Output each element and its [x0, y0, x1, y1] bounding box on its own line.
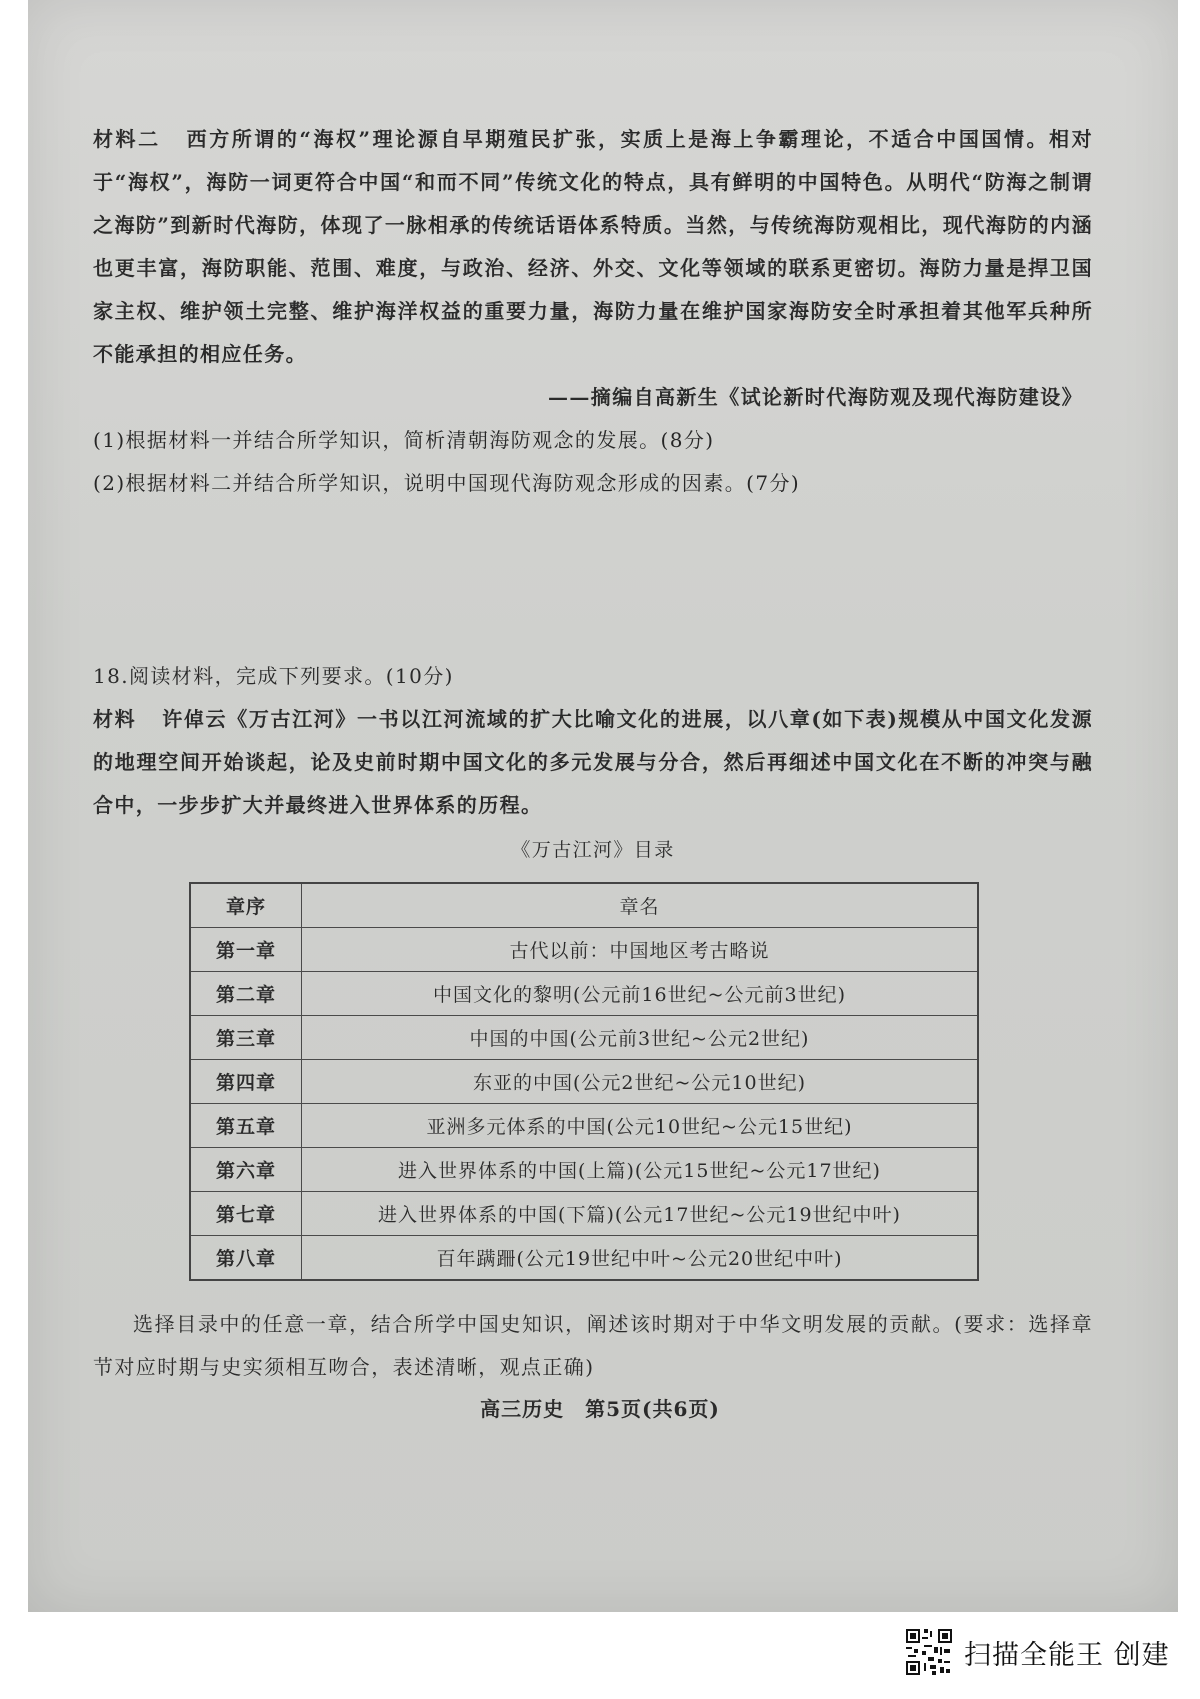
page-content	[93, 118, 1093, 1389]
chapter-no: 第五章	[190, 1104, 302, 1148]
chapter-title: 亚洲多元体系的中国(公元10世纪~公元15世纪)	[302, 1104, 979, 1148]
chapter-title: 中国文化的黎明(公元前16世纪~公元前3世纪)	[302, 972, 979, 1016]
answer-space	[93, 505, 1093, 655]
table-header-chapter-no: 章序	[190, 883, 302, 928]
table-row	[190, 1016, 978, 1060]
chapter-no: 第八章	[190, 1236, 302, 1281]
chapter-title: 古代以前：中国地区考古略说	[302, 928, 979, 972]
chapter-title: 百年蹒跚(公元19世纪中叶~公元20世纪中叶)	[302, 1236, 979, 1281]
q18-material-text: 许倬云《万古江河》一书以江河流域的扩大比喻文化的进展，以八章(如下表)规模从中国文化发源的地理空间开始谈起，论及史前时期中国文化的多元发展与分合，然后再细述中国文化在不断的冲突与融合中，一步步扩大并最终进入世界体系的历程。	[93, 707, 1093, 817]
material-two-source: ——摘编自高新生《试论新时代海防观及现代海防建设》	[548, 385, 1083, 409]
qr-code-icon	[904, 1627, 954, 1677]
table-header-row	[190, 883, 978, 928]
chapter-title: 进入世界体系的中国(上篇)(公元15世纪~公元17世纪)	[302, 1148, 979, 1192]
q17-sub1: (1)根据材料一并结合所学知识，简析清朝海防观念的发展。(8分)	[93, 428, 715, 452]
camscanner-watermark	[904, 1627, 1170, 1677]
chapter-no: 第一章	[190, 928, 302, 972]
watermark-text: 扫描全能王 创建	[964, 1639, 1170, 1671]
contents-table	[189, 882, 979, 1281]
chapter-title: 东亚的中国(公元2世纪~公元10世纪)	[302, 1060, 979, 1104]
chapter-title: 中国的中国(公元前3世纪~公元2世纪)	[302, 1016, 979, 1060]
table-row	[190, 1060, 978, 1104]
table-row	[190, 1236, 978, 1281]
q17-sub2: (2)根据材料二并结合所学知识，说明中国现代海防观念形成的因素。(7分)	[93, 471, 801, 495]
q18-material-label: 材料	[93, 707, 137, 731]
table-header-chapter-title: 章名	[302, 883, 979, 928]
chapter-no: 第二章	[190, 972, 302, 1016]
table-row	[190, 1104, 978, 1148]
table-caption: 《万古江河》目录	[511, 839, 675, 861]
q18-material-paragraph	[93, 698, 1093, 827]
chapter-no: 第七章	[190, 1192, 302, 1236]
table-row	[190, 1148, 978, 1192]
material-two-text: 西方所谓的“海权”理论源自早期殖民扩张，实质上是海上争霸理论，不适合中国国情。相对于“海权”，海防一词更符合中国“和而不同”传统文化的特点，具有鲜明的中国特色。从明代“防海之制谓之海防”到新时代海防，体现了一脉相承的传统话语体系特质。当然，与传统海防观相比，现代海防的内涵也更丰富，海防职能、范围、难度，与政治、经济、外交、文化等领域的联系更密切。海防力量是捍卫国家主权、维护领土完整、维护海洋权益的重要力量，海防力量在维护国家海防安全时承担着其他军兵种所不能承担的相应任务。	[93, 127, 1093, 366]
chapter-no: 第三章	[190, 1016, 302, 1060]
table-row	[190, 1192, 978, 1236]
chapter-title: 进入世界体系的中国(下篇)(公元17世纪~公元19世纪中叶)	[302, 1192, 979, 1236]
material-two-label: 材料二	[93, 127, 161, 151]
chapter-no: 第四章	[190, 1060, 302, 1104]
chapter-no: 第六章	[190, 1148, 302, 1192]
table-row	[190, 928, 978, 972]
table-row	[190, 972, 978, 1016]
q18-heading: 18.阅读材料，完成下列要求。(10分)	[93, 664, 454, 688]
q18-task: 选择目录中的任意一章，结合所学中国史知识，阐述该时期对于中华文明发展的贡献。(要求：选择章节对应时期与史实须相互吻合，表述清晰，观点正确)	[93, 1312, 1093, 1379]
material-two-paragraph	[93, 118, 1093, 376]
page-footer: 高三历史 第5页(共6页)	[480, 1397, 720, 1421]
